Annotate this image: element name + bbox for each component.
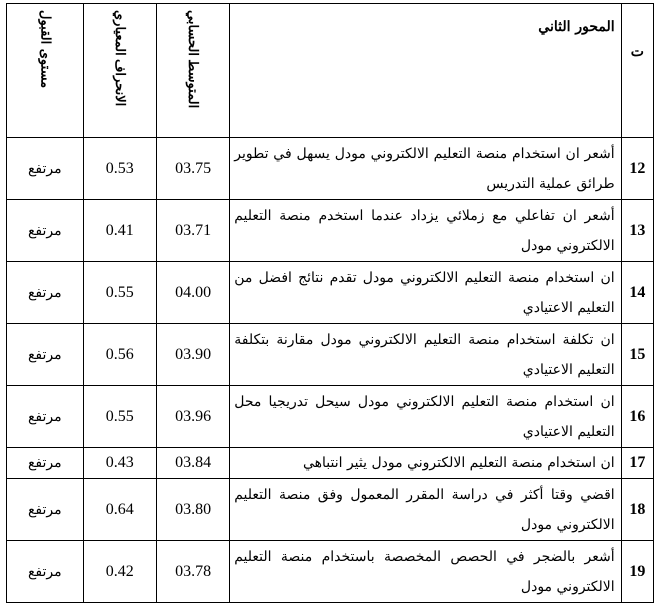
row-mean: 03.84 (156, 448, 229, 479)
row-level: مرتفع (7, 386, 84, 448)
row-number: 19 (621, 541, 653, 603)
row-mean: 03.90 (156, 324, 229, 386)
row-sd: 0.56 (83, 324, 156, 386)
row-item: أشعر بالضجر في الحصص المخصصة باستخدام منصة التعليم الالكتروني مودل (230, 541, 621, 603)
row-level: مرتفع (7, 262, 84, 324)
row-number: 13 (621, 200, 653, 262)
row-sd: 0.53 (83, 138, 156, 200)
row-sd: 0.55 (83, 386, 156, 448)
header-level (7, 4, 84, 138)
row-mean: 03.78 (156, 541, 229, 603)
row-number: 15 (621, 324, 653, 386)
table-row (7, 262, 654, 324)
row-sd: 0.43 (83, 448, 156, 479)
row-mean: 03.75 (156, 138, 229, 200)
row-number: 18 (621, 479, 653, 541)
row-level: مرتفع (7, 448, 84, 479)
row-item: ان تكلفة استخدام منصة التعليم الالكتروني مودل مقارنة بتكلفة التعليم الاعتيادي (230, 324, 621, 386)
header-sd (83, 4, 156, 138)
header-row (7, 4, 654, 138)
row-item: اقضي وقتا أكثر في دراسة المقرر المعمول وفق منصة التعليم الالكتروني مودل (230, 479, 621, 541)
row-number: 16 (621, 386, 653, 448)
row-level: مرتفع (7, 479, 84, 541)
row-level: مرتفع (7, 324, 84, 386)
row-sd: 0.42 (83, 541, 156, 603)
row-item: أشعر ان تفاعلي مع زملائي يزداد عندما استخدم منصة التعليم الالكتروني مودل (230, 200, 621, 262)
row-level: مرتفع (7, 541, 84, 603)
row-sd: 0.41 (83, 200, 156, 262)
row-item: ان استخدام منصة التعليم الالكتروني مودل سيحل تدريجيا محل التعليم الاعتيادي (230, 386, 621, 448)
row-level: مرتفع (7, 138, 84, 200)
row-level: مرتفع (7, 200, 84, 262)
row-mean: 03.80 (156, 479, 229, 541)
row-item: أشعر ان استخدام منصة التعليم الالكتروني مودل يسهل في تطوير طرائق عملية التدريس (230, 138, 621, 200)
table-row (7, 479, 654, 541)
table-row (7, 541, 654, 603)
row-mean: 04.00 (156, 262, 229, 324)
row-number: 17 (621, 448, 653, 479)
row-mean: 03.71 (156, 200, 229, 262)
table-row (7, 448, 654, 479)
row-sd: 0.55 (83, 262, 156, 324)
table-row (7, 200, 654, 262)
table-row (7, 386, 654, 448)
header-mean-label: المتوسط الحسابي (186, 10, 202, 109)
header-item: المحور الثاني (230, 4, 621, 138)
header-number: ت (621, 4, 653, 138)
row-mean: 03.96 (156, 386, 229, 448)
header-mean (156, 4, 229, 138)
row-item: ان استخدام منصة التعليم الالكتروني مودل تقدم نتائج افضل من التعليم الاعتيادي (230, 262, 621, 324)
row-sd: 0.64 (83, 479, 156, 541)
row-number: 14 (621, 262, 653, 324)
header-level-label: مستوى القبول (37, 10, 53, 89)
header-sd-label: الانحراف المعياري (112, 10, 128, 107)
row-item: ان استخدام منصة التعليم الالكتروني مودل يثير انتباهي (230, 448, 621, 479)
table-row (7, 324, 654, 386)
table-row (7, 138, 654, 200)
results-table (6, 3, 654, 603)
row-number: 12 (621, 138, 653, 200)
